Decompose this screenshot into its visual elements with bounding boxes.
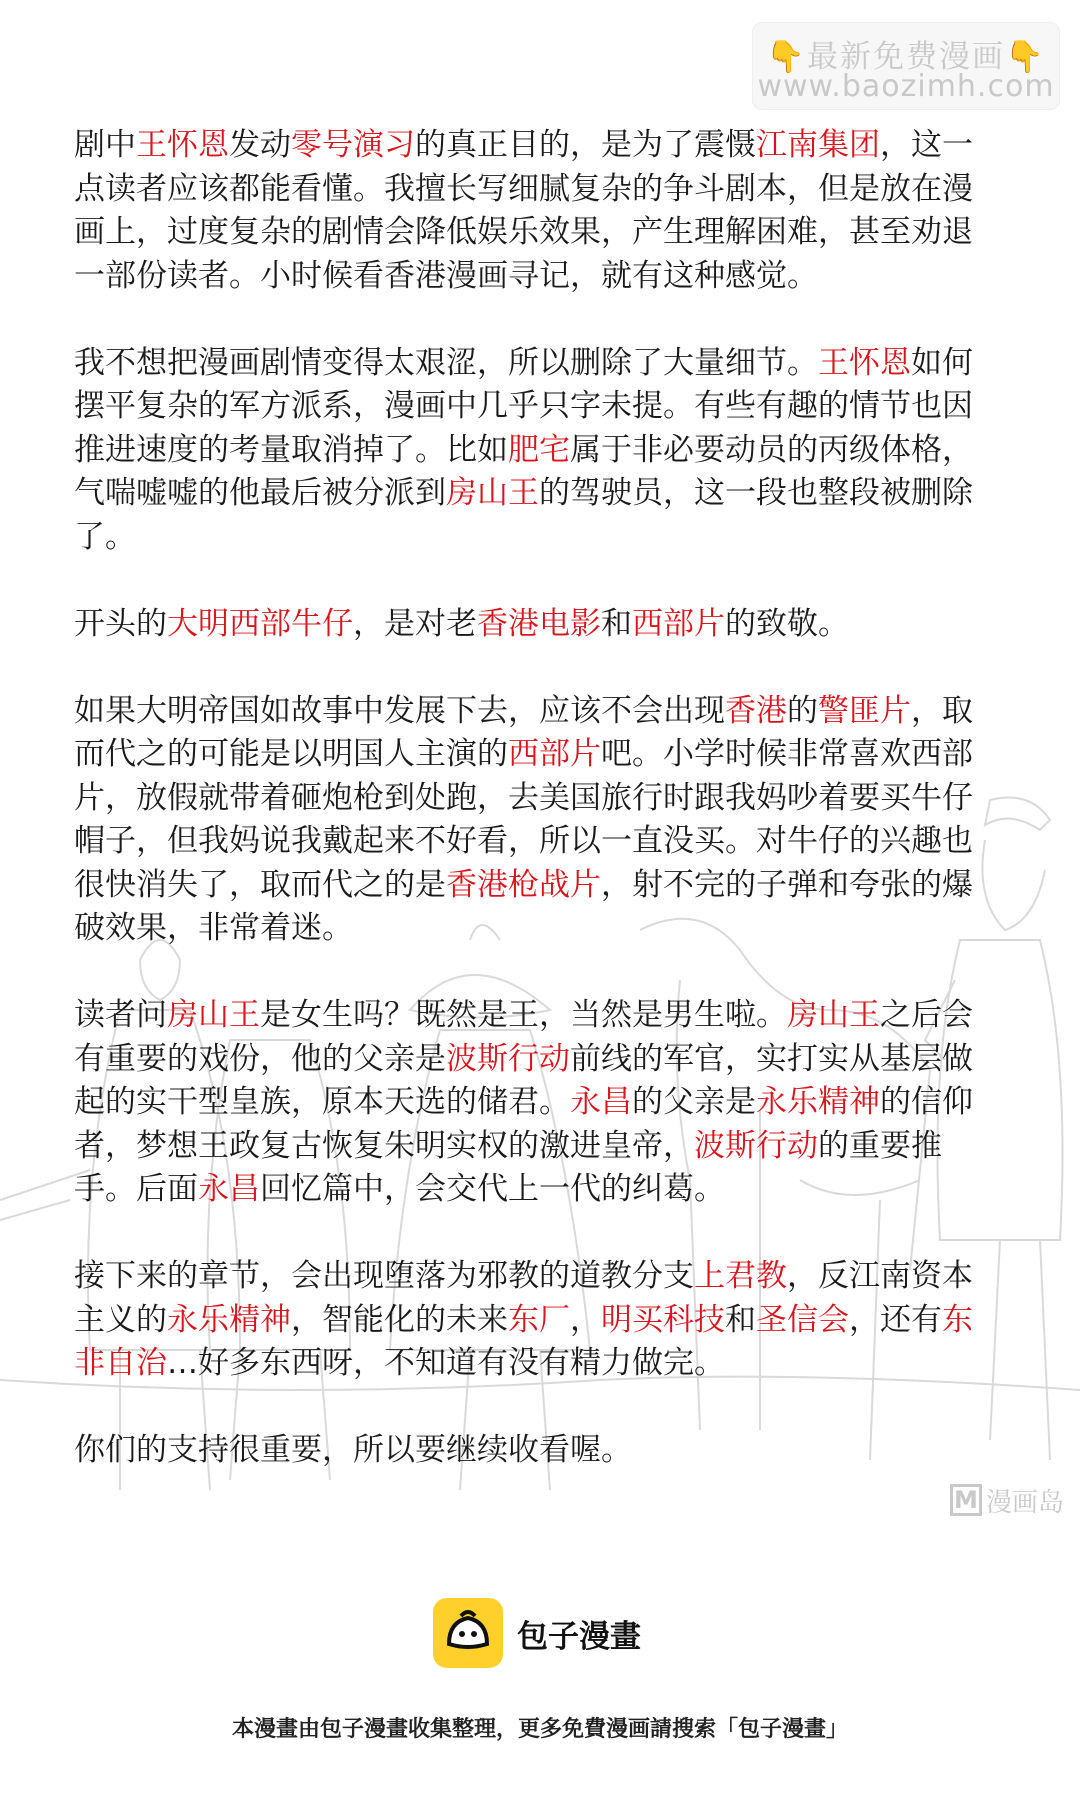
- text-run: 的父亲是: [632, 1084, 756, 1120]
- highlighted-term: 零号演习: [291, 127, 415, 163]
- highlighted-term: 香港: [725, 692, 787, 729]
- highlighted-term: 东非自治: [74, 1301, 973, 1381]
- highlighted-term: 香港枪战片: [446, 866, 601, 903]
- text-run: 发动: [229, 127, 291, 163]
- highlighted-term: 永昌: [198, 1171, 260, 1207]
- text-run: 的信仰者，梦想王政复古恢复朱明实权的激进皇帝，: [74, 1084, 973, 1164]
- highlighted-term: 圣信会: [756, 1301, 849, 1338]
- manhuadao-logo-icon: M: [950, 1484, 982, 1516]
- highlighted-term: 东厂: [508, 1301, 570, 1338]
- highlighted-term: 西部片: [508, 736, 601, 772]
- text-run: 读者问: [74, 997, 167, 1033]
- highlighted-term: 王怀恩: [136, 127, 229, 163]
- text-run: 你们的支持很重要，所以要继续收看喔。: [74, 1432, 632, 1468]
- text-run: ，还有: [849, 1301, 942, 1338]
- text-run: 开头的: [74, 605, 167, 642]
- highlighted-term: 香港电影: [477, 605, 601, 642]
- text-run: 回忆篇中，会交代上一代的纠葛。: [260, 1171, 725, 1207]
- text-run: ，这一点读者应该都能看懂。我擅长写细腻复杂的争斗剧本，但是放在漫画上，过度复杂的剧情会降低娱乐效果，产生理解困难，甚至劝退一部份读者。小时候看香港漫画寻记，就有这种感觉。: [74, 127, 973, 294]
- highlighted-term: 波斯行动: [694, 1127, 818, 1164]
- paragraph: [74, 994, 994, 1212]
- text-run: …好多东西呀，不知道有没有精力做完。: [167, 1345, 725, 1381]
- footer-notice: 本漫畫由包子漫畫收集整理，更多免費漫画請搜索「包子漫畫」: [231, 1717, 848, 1742]
- highlighted-term: 西部片: [632, 605, 725, 642]
- watermark-title: 👇最新免费漫画👇: [766, 39, 1046, 75]
- text-run: 是女生吗？既然是王，当然是男生啦。: [260, 997, 787, 1033]
- highlighted-term: 上君教: [694, 1258, 787, 1294]
- text-run: 我不想把漫画剧情变得太艰涩，所以删除了大量细节。: [74, 344, 818, 381]
- baozi-logo-icon: [433, 1598, 503, 1668]
- baozi-brand[interactable]: [433, 1598, 641, 1668]
- paragraph: [74, 690, 994, 951]
- highlighted-term: 房山王: [787, 997, 880, 1033]
- paragraph: [74, 1255, 994, 1386]
- text-run: 前线的军官，实打实从基层做起的实干型皇族，原本天选的储君。: [74, 1040, 973, 1120]
- paragraph: [74, 603, 994, 647]
- text-run: ，射不完的子弹和夸张的爆破效果，非常着迷。: [74, 866, 973, 946]
- text-run: 和: [725, 1301, 756, 1338]
- text-run: ，取而代之的可能是以明国人主演的: [74, 692, 973, 772]
- highlighted-term: 波斯行动: [446, 1040, 570, 1077]
- text-run: ，反江南资本主义的: [74, 1258, 973, 1338]
- highlighted-term: 肥宅: [508, 431, 570, 468]
- highlighted-term: 永乐精神: [167, 1301, 291, 1338]
- text-run: 如果大明帝国如故事中发展下去，应该不会出现: [74, 692, 725, 729]
- text-run: ，是对老: [353, 605, 477, 642]
- text-run: 的: [787, 692, 818, 729]
- text-run: 如何摆平复杂的军方派系，漫画中几乎只字未提。有些有趣的情节也因推进速度的考量取消掉了。比如: [74, 344, 973, 468]
- highlighted-term: 江南集团: [756, 127, 880, 163]
- watermark-url: www.baozimh.com: [757, 69, 1055, 104]
- text-run: 的重要推手。后面: [74, 1127, 942, 1207]
- paragraph: [74, 1429, 994, 1473]
- paragraph: [74, 342, 994, 560]
- highlighted-term: 房山王: [167, 997, 260, 1033]
- highlighted-term: 王怀恩: [818, 344, 911, 381]
- highlighted-term: 警匪片: [818, 692, 911, 729]
- text-run: 之后会有重要的戏份，他的父亲是: [74, 997, 973, 1077]
- manhuadao-badge: [950, 1480, 1064, 1520]
- text-run: ，: [570, 1301, 601, 1338]
- text-run: 的真正目的，是为了震慑: [415, 127, 756, 163]
- text-run: 属于非必要动员的丙级体格，气喘嘘嘘的他最后被分派到: [74, 431, 973, 511]
- brand-name: 包子漫畫: [517, 1618, 641, 1655]
- highlighted-term: 明买科技: [601, 1301, 725, 1338]
- highlighted-term: 大明西部牛仔: [167, 605, 353, 642]
- afterword-text: [74, 124, 994, 1473]
- text-run: ，智能化的未来: [291, 1301, 508, 1338]
- text-run: 吧。小学时候非常喜欢西部片，放假就带着砸炮枪到处跑，去美国旅行时跟我妈吵着要买牛仔帽子，但我妈说我戴起来不好看，所以一直没买。对牛仔的兴趣也很快消失了，取而代之的是: [74, 736, 973, 903]
- text-run: 的驾驶员，这一段也整段被删除了。: [74, 475, 973, 555]
- site-watermark: [752, 22, 1060, 110]
- highlighted-term: 永乐精神: [756, 1084, 880, 1120]
- paragraph: [74, 124, 994, 298]
- text-run: 接下来的章节，会出现堕落为邪教的道教分支: [74, 1258, 694, 1294]
- text-run: 和: [601, 605, 632, 642]
- text-run: 的致敬。: [725, 605, 849, 642]
- text-run: 剧中: [74, 127, 136, 163]
- manhuadao-label: 漫画岛: [986, 1487, 1065, 1518]
- highlighted-term: 永昌: [570, 1084, 632, 1120]
- highlighted-term: 房山王: [446, 475, 539, 511]
